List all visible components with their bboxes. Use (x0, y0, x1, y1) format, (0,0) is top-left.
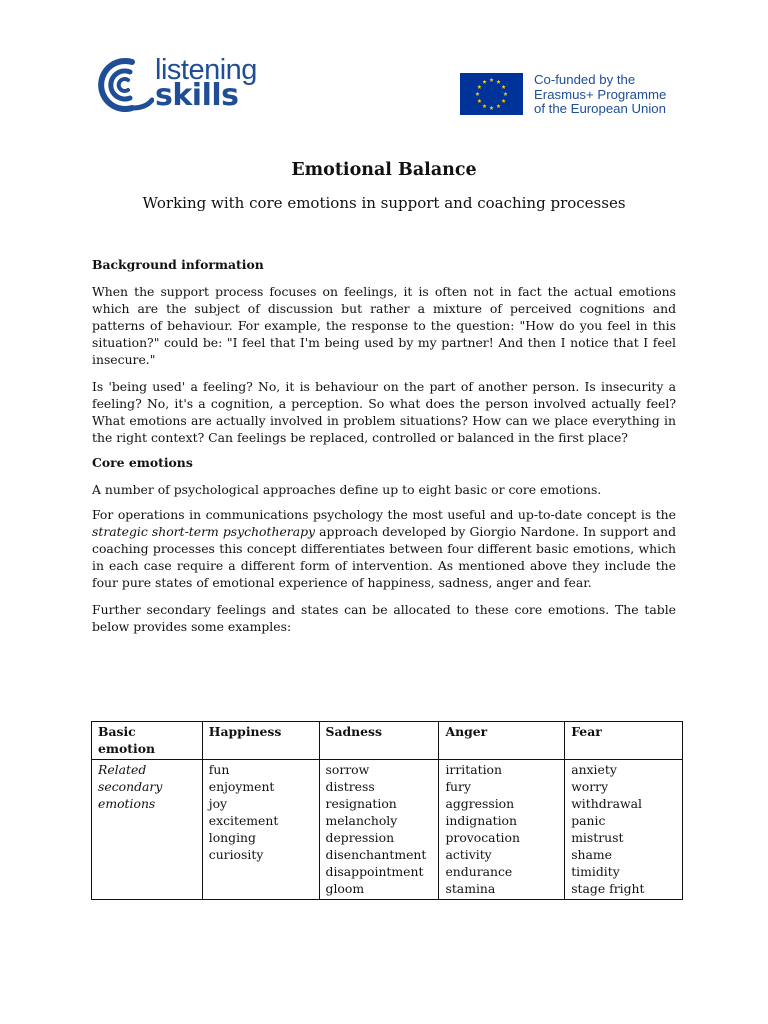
emotions-table (91, 721, 683, 900)
anger-cell (439, 760, 565, 900)
row-label-line: emotions (98, 796, 156, 811)
emotion-item: withdrawal (571, 796, 642, 811)
emotion-item: stage fright (571, 881, 645, 896)
emotion-item: mistrust (571, 830, 624, 845)
eu-text-line: Co-funded by the (534, 72, 636, 87)
emotion-item: timidity (571, 864, 620, 879)
emotion-item: provocation (445, 830, 520, 845)
emotion-item: activity (445, 847, 492, 862)
section-heading-background: Background information (92, 257, 264, 272)
table-header-cell: Anger (439, 722, 565, 760)
paragraph-core-2-emphasis: strategic short-term psychotherapy (92, 524, 316, 539)
emotion-item: melancholy (325, 813, 398, 828)
paragraph-core-3: Further secondary feelings and states can be allocated to these core emotions. The table below provides some examples: (92, 602, 676, 634)
paragraph-core-2-text: approach developed by Giorgio Nardone. In support and coaching processes this concept differentiates between four different basic emotions, which in each case require a different form of intervention. As mentioned above they include the four pure states of emotional experience of happiness, sadness, anger and fear. (92, 524, 677, 590)
erasmus-cofunding-badge (460, 73, 680, 117)
emotion-item: sorrow (325, 762, 370, 777)
eu-flag-icon (460, 73, 523, 115)
row-label-cell (92, 760, 203, 900)
table-header-cell: Sadness (319, 722, 439, 760)
row-label-line: secondary (98, 779, 163, 794)
emotion-item: aggression (445, 796, 515, 811)
emotion-item: worry (571, 779, 609, 794)
paragraph-core-2-text: For operations in communications psychology the most useful and up-to-date concept is the (92, 507, 676, 522)
emotion-item: joy (208, 796, 228, 811)
paragraph-core-2 (92, 506, 676, 591)
emotion-item: shame (571, 847, 612, 862)
listening-skills-logo (92, 54, 257, 114)
listening-skills-logo-mark (92, 56, 154, 114)
emotion-item: panic (571, 813, 606, 828)
emotion-item: distress (325, 779, 375, 794)
row-label-line: Related (98, 762, 147, 777)
emotion-item: fun (208, 762, 230, 777)
emotion-item: curiosity (208, 847, 264, 862)
emotion-item: anxiety (571, 762, 617, 777)
emotion-item: disenchantment (325, 847, 427, 862)
emotion-item: stamina (445, 881, 496, 896)
emotion-item: depression (325, 830, 395, 845)
eu-text-line: Erasmus+ Programme (534, 86, 667, 102)
logo-word-listening: listening (155, 54, 257, 86)
fear-cell (565, 760, 683, 900)
erasmus-cofunding-text (534, 73, 666, 117)
paragraph-core-1: A number of psychological approaches define up to eight basic or core emotions. (92, 482, 602, 497)
happiness-cell (202, 760, 319, 900)
table-row (92, 760, 683, 900)
table-header-row (92, 722, 683, 760)
emotion-item: indignation (445, 813, 517, 828)
emotion-item: endurance (445, 864, 513, 879)
section-heading-core-emotions: Core emotions (92, 455, 193, 470)
page-subtitle: Working with core emotions in support and coaching processes (142, 194, 626, 212)
emotion-item: disappointment (325, 864, 424, 879)
emotion-item: resignation (325, 796, 397, 811)
eu-text-line: of the European Union (534, 101, 666, 116)
page-title: Emotional Balance (291, 160, 477, 180)
paragraph-background-2: Is 'being used' a feeling? No, it is behaviour on the part of another person. Is insecurity a feeling? No, it's a cognition, a perception. So what does the person involved actually feel? What emotions are actually involved in problem situations? How can we place everything in the right context? Can feelings be replaced, controlled or balanced in the first place? (92, 379, 676, 445)
emotion-item: gloom (325, 881, 365, 896)
table-header-cell: Fear (565, 722, 683, 760)
emotion-item: excitement (208, 813, 279, 828)
logo-word-skills: skills (155, 78, 239, 113)
document-body (92, 256, 676, 645)
emotion-item: irritation (445, 762, 502, 777)
emotion-item: longing (208, 830, 256, 845)
table-header-cell: Happiness (202, 722, 319, 760)
table-header-cell: Basic emotion (92, 722, 203, 760)
sadness-cell (319, 760, 439, 900)
paragraph-background-1: When the support process focuses on feelings, it is often not in fact the actual emotions which are the subject of discussion but rather a mixture of perceived cognitions and patterns of behaviour. For example, the response to the question: "How do you feel in this situation?" could be: "I feel that I'm being used by my partner! And then I notice that I feel insecure." (92, 284, 676, 367)
emotion-item: fury (445, 779, 471, 794)
emotion-item: enjoyment (208, 779, 275, 794)
